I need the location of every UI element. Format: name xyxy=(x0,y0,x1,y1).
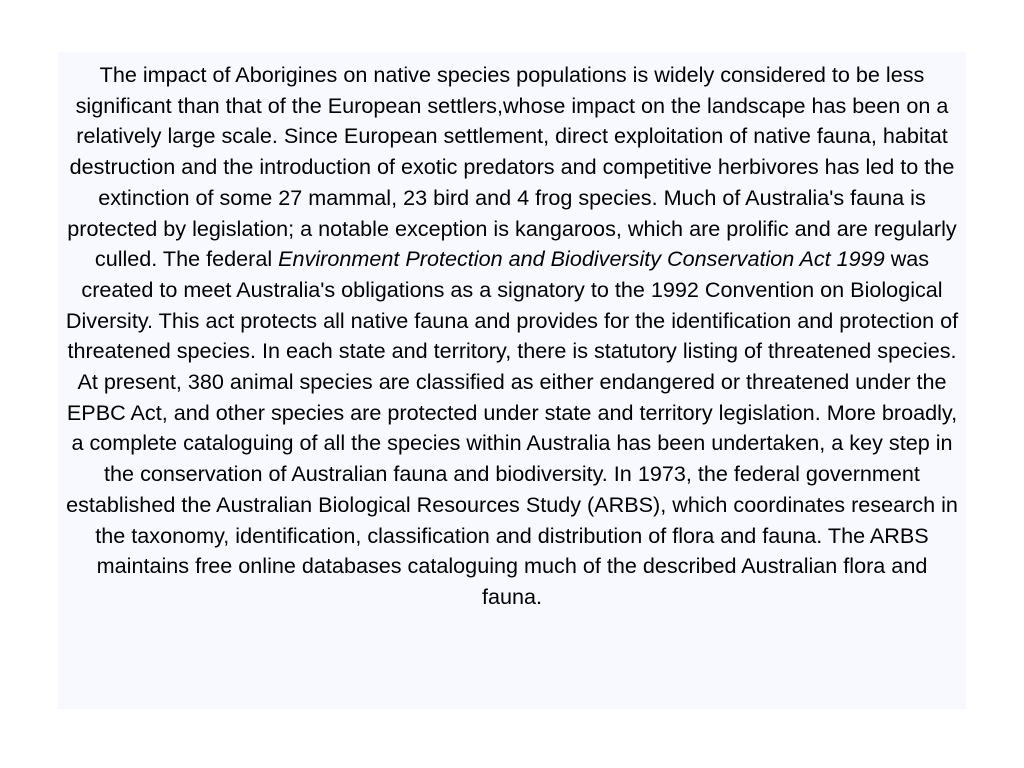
paragraph-text-after-title: was created to meet Australia's obligations as a signatory to the 1992 Convention on Biological Diversity. This act protects all native fauna and provides for the identification and protection of threatened species. In each state and territory, there is statutory listing of threatened species. At present, 380 animal species are classified as either endangered or threatened under the EPBC Act, and other species are protected under state and territory legislation. More broadly, a complete cataloguing of all the species within Australia has been undertaken, a key step in the conservation of Australian fauna and biodiversity. In 1973, the federal government established the Australian Biological Resources Study (ARBS), which coordinates research in the taxonomy, identification, classification and distribution of flora and fauna. The ARBS maintains free online databases cataloguing much of the described Australian flora and fauna. xyxy=(65,246,959,609)
act-title: Environment Protection and Biodiversity Conservation Act 1999 xyxy=(278,246,885,272)
body-paragraph xyxy=(64,60,960,613)
paragraph-text-before-title: The impact of Aborigines on native species populations is widely considered to be less significant than that of the European settlers,whose impact on the landscape has been on a relatively large scale. Since European settlement, direct exploitation of native fauna, habitat destruction and the introduction of exotic predators and competitive herbivores has led to the extinction of some 27 mammal, 23 bird and 4 frog species. Much of Australia's fauna is protected by legislation; a notable exception is kangaroos, which are prolific and are regularly culled. The federal xyxy=(67,62,957,272)
text-box xyxy=(58,52,966,709)
